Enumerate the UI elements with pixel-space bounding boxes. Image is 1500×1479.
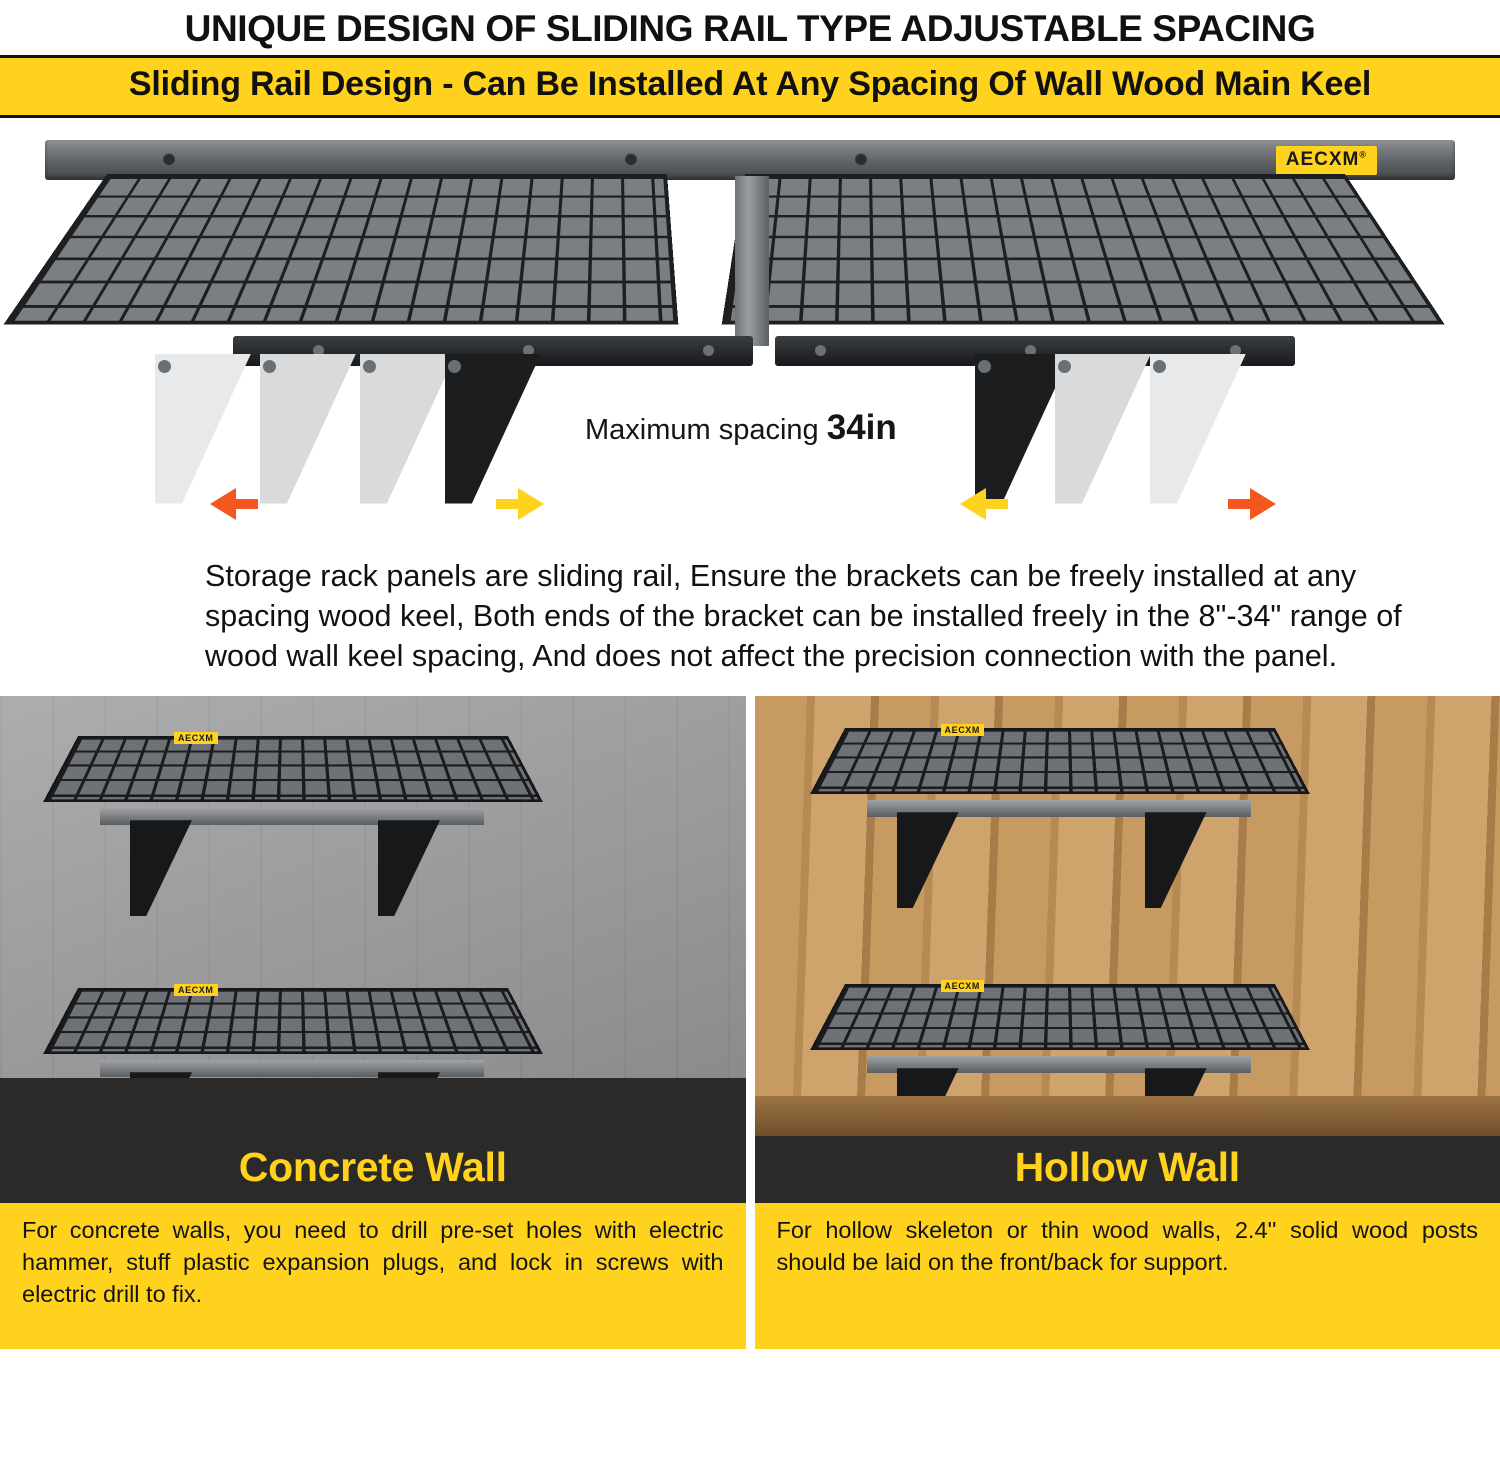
shelf-brand-tag: AECXM bbox=[941, 724, 985, 736]
wall-type-cards bbox=[0, 696, 1500, 1349]
hero-illustration bbox=[0, 118, 1500, 548]
bracket-ghost-mid-left bbox=[360, 354, 456, 504]
mesh-panel-right bbox=[722, 174, 1445, 325]
shelf-brand-tag: AECXM bbox=[941, 980, 985, 992]
shelf-brand-tag: AECXM bbox=[174, 732, 218, 744]
mesh-panel-left bbox=[3, 174, 678, 325]
bracket-ghost-left bbox=[260, 354, 356, 504]
mounting-hole-icon bbox=[625, 153, 637, 165]
shelf-upper bbox=[845, 725, 1275, 878]
max-spacing-prefix: Maximum spacing bbox=[585, 413, 819, 446]
brand-registered-mark: ® bbox=[1359, 149, 1367, 160]
arrow-left-orange-tail bbox=[236, 499, 258, 509]
page-title: UNIQUE DESIGN OF SLIDING RAIL TYPE ADJUSTABLE SPACING bbox=[184, 8, 1316, 49]
brand-logo-text: AECXM bbox=[1285, 148, 1360, 170]
card-title-band-concrete bbox=[0, 1136, 746, 1203]
bracket-ghost-far-left bbox=[155, 354, 251, 504]
bracket-active-left bbox=[445, 354, 541, 504]
mounting-hole-icon bbox=[815, 345, 826, 356]
card-title-concrete: Concrete Wall bbox=[238, 1144, 507, 1191]
subtitle-banner: Sliding Rail Design - Can Be Installed At Any Spacing Of Wall Wood Main Keel bbox=[0, 55, 1500, 118]
bracket-ghost-right bbox=[1055, 354, 1151, 504]
card-caption-concrete: For concrete walls, you need to drill pre-set holes with electric hammer, stuff plastic expansion plugs, and lock in screws with electric drill to fix. bbox=[0, 1203, 746, 1349]
arrow-left-icon-orange bbox=[210, 488, 236, 520]
shelf-upper bbox=[78, 733, 508, 886]
max-spacing-value: 34in bbox=[826, 407, 897, 447]
shelf-lower bbox=[78, 985, 508, 1136]
center-post bbox=[735, 176, 769, 346]
mounting-hole-icon bbox=[855, 153, 867, 165]
bracket-ghost-far-right bbox=[1150, 354, 1246, 504]
mounting-hole-icon bbox=[703, 345, 714, 356]
hollow-wall-photo bbox=[755, 696, 1500, 1136]
mounting-hole-icon bbox=[163, 153, 175, 165]
arrow-right-yellow-tail bbox=[496, 499, 518, 509]
arrow-right-icon-orange bbox=[1250, 488, 1276, 520]
shelf-lower bbox=[845, 981, 1275, 1134]
lead-paragraph: Storage rack panels are sliding rail, Ensure the brackets can be freely installed at any spacing wood keel, Both ends of the bracket can be installed freely in the 8"-34" range of wood wall keel spacing, And does not affect the precision connection with the panel. bbox=[205, 558, 1402, 674]
arrow-right-icon-yellow bbox=[518, 488, 544, 520]
shelf-brand-tag: AECXM bbox=[174, 984, 218, 996]
max-spacing-label bbox=[585, 408, 897, 448]
arrow-left-icon-yellow bbox=[960, 488, 986, 520]
brand-logo bbox=[1276, 146, 1377, 175]
concrete-wall-photo bbox=[0, 696, 746, 1136]
card-concrete-wall bbox=[0, 696, 746, 1349]
card-caption-hollow: For hollow skeleton or thin wood walls, 2.4'' solid wood posts should be laid on the front/back for support. bbox=[755, 1203, 1500, 1349]
arrow-right-orange-tail bbox=[1228, 499, 1250, 509]
card-hollow-wall bbox=[755, 696, 1500, 1349]
card-title-band-hollow bbox=[755, 1136, 1500, 1203]
card-title-hollow: Hollow Wall bbox=[1014, 1144, 1240, 1191]
storage-rack-graphic bbox=[45, 140, 1455, 390]
arrow-left-yellow-tail bbox=[986, 499, 1008, 509]
